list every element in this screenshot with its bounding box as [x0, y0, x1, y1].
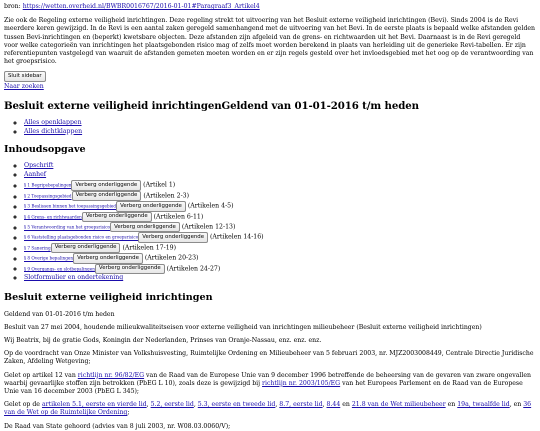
toc-item	[24, 243, 536, 253]
directive-96-82-link[interactable]: richtlijn nr. 96/82/EG	[77, 371, 145, 379]
close-sidebar-button[interactable]: Sluit sidebar	[4, 71, 46, 81]
article-link[interactable]: 8.44	[326, 401, 341, 409]
proposal-text: Op de voordracht van Onze Minister van Volkshuisvesting, Ruimtelijke Ordening en Milieubeheer van 5 februari 2003, nr. MJZ2003008449, Centrale Directie Juridische Zaken, Afdeling Wetgeving;	[4, 350, 534, 366]
hide-children-button[interactable]: Verberg onderliggende	[51, 243, 121, 253]
article-link[interactable]: 21.8 van de Wet milieubeheer	[351, 401, 446, 409]
toc-link-par-9[interactable]: § 9 Overgangs- en slotbepalingen	[24, 266, 95, 272]
toc-article-range: (Artikelen 6-11)	[153, 213, 204, 221]
article-link[interactable]: 19a, twaalfde lid	[457, 401, 510, 409]
toc-link-aanhef[interactable]: Aanhef	[24, 171, 47, 179]
toc-article-range: (Artikelen 17-19)	[122, 244, 176, 252]
text-fragment: van de Raad van de Europese Unie van 9 december 1996 betreffende de beheersing van de gevaren van zware ongevallen waarbij gevaarlijke stoffen zijn betrokken (PbEG L 10), zoals deze is gewijzigd bij	[4, 371, 532, 387]
toc-article-range: (Artikelen 20-23)	[144, 254, 199, 262]
text-fragment: ,	[146, 401, 151, 409]
table-of-contents	[4, 162, 536, 283]
toc-article-range: (Artikel 1)	[143, 182, 176, 190]
toc-link-opschrift[interactable]: Opschrift	[24, 162, 54, 170]
text-fragment: ;	[127, 409, 130, 417]
hide-children-button[interactable]: Verberg onderliggende	[71, 180, 141, 190]
source-link[interactable]: https://wetten.overheid.nl/BWBR0016767/2016-01-01#Paragraaf3_Artikel4	[22, 3, 260, 10]
toc-article-range: (Artikelen 4-5)	[187, 202, 234, 210]
toc-item	[24, 274, 536, 283]
hide-children-button[interactable]: Verberg onderliggende	[110, 222, 180, 232]
council-of-state-text: De Raad van State gehoord (advies van 8 juli 2003, nr. W08.03.0060/V);	[4, 422, 231, 430]
directive-2003-105-link[interactable]: richtlijn nr. 2003/105/EG	[262, 379, 341, 387]
source-prefix: bron:	[4, 3, 21, 10]
text-fragment: en	[445, 401, 458, 409]
text-fragment: ,	[193, 401, 198, 409]
text-fragment: van het Europees Parlement en de Raad van de Europese Unie van 16 december 2003 (PbEG L 345);	[4, 379, 523, 396]
text-fragment: , en	[509, 401, 524, 409]
text-fragment: Gelet op de	[4, 401, 42, 409]
toc-heading: Inhoudsopgave	[4, 143, 86, 155]
hide-children-button[interactable]: Verberg onderliggende	[72, 191, 142, 201]
toc-link-par-6[interactable]: § 6 Vaststelling plaatsgebonden risico en groepsrisico	[24, 235, 139, 241]
toc-item	[24, 232, 536, 242]
text-fragment: ,	[322, 401, 327, 409]
article-link[interactable]: 36 van de Wet op de Ruimtelijke Ordening	[4, 401, 532, 417]
option-item	[24, 119, 536, 127]
toc-link-par-1[interactable]: § 1 Begripsbepalingen	[24, 183, 72, 189]
page-title: Besluit externe veiligheid inrichtingenGeldend van 01-01-2016 t/m heden	[4, 99, 419, 112]
directive-paragraph	[4, 372, 536, 397]
toc-item	[24, 180, 536, 190]
toc-item	[24, 264, 536, 274]
source-line	[4, 3, 536, 11]
toc-link-par-4[interactable]: § 4 Grens- en richtwaarden	[24, 214, 82, 220]
decree-title-text: Besluit van 27 mei 2004, houdende milieukwaliteitseisen voor externe veiligheid van inrichtingen milieubeheer (Besluit externe veiligheid inrichtingen)	[4, 323, 482, 331]
toc-item	[24, 171, 536, 180]
text-fragment: en	[340, 401, 352, 409]
toc-item	[24, 191, 536, 201]
option-item	[24, 128, 536, 136]
hide-children-button[interactable]: Verberg onderliggende	[138, 232, 208, 242]
toc-item	[24, 201, 536, 211]
toc-link-par-8[interactable]: § 8 Overige bepalingen	[24, 255, 74, 261]
royal-preamble-text: Wij Beatrix, bij de gratie Gods, Koningin der Nederlanden, Prinses van Oranje-Nassau, enz. enz. enz.	[4, 337, 322, 345]
toc-link-slotformulier[interactable]: Slotformulier en ondertekening	[24, 274, 124, 282]
intro-paragraph: Zie ook de Regeling externe veiligheid inrichtingen. Deze regeling strekt tot uitvoering van het Besluit externe veiligheid inrichtingen (Bevi). Sinds 2004 is de Revi meerdere keren gewijzigd. In de Revi is een aantal zaken geregeld samenhangend met de uitvoering van het Bevi. In de eerste plaats is bepaald welke afstanden gelden tussen Bevi-inrichtingen en (beperkt) kwetsbare objecten. Deze afstanden zijn afgeleid van de grens- en richtwaarden uit het Bevi. Daarnaast is in de Revi geregeld voor welke categorieën van inrichtingen het plaatsgebonden risico mag of zelfs moet worden berekend in plaats van herleiding uit de generieke Revi-tabellen. Er zijn referentiepunten vastgelegd van waaruit de afstanden gemeten moeten worden en er zijn regels gesteld over het invloedsgebied met het oog op de verantwoording van het groepsrisico.	[4, 17, 536, 66]
text-fragment: Gelet op artikel 12 van	[4, 371, 78, 379]
article-link[interactable]: 8.7, eerste lid	[279, 401, 323, 409]
toc-article-range: (Artikelen 24-27)	[166, 265, 221, 273]
toc-item	[24, 253, 536, 263]
toc-article-range: (Artikelen 12-13)	[181, 223, 236, 231]
article-link[interactable]: 5.2, eerste lid	[150, 401, 194, 409]
toc-link-par-7[interactable]: § 7 Sanering	[24, 245, 51, 251]
toc-item	[24, 222, 536, 232]
hide-children-button[interactable]: Verberg onderliggende	[116, 201, 186, 211]
hide-children-button[interactable]: Verberg onderliggende	[73, 253, 143, 263]
toc-link-par-3[interactable]: § 3 Beslissen binnen het toepassingsgebied	[24, 203, 117, 209]
toc-item	[24, 162, 536, 171]
expand-options	[4, 119, 536, 135]
validity-text: Geldend van 01-01-2016 t/m heden	[4, 310, 115, 318]
articles-paragraph	[4, 401, 536, 417]
toc-link-par-2[interactable]: § 2 Toepassingsgebied	[24, 193, 72, 199]
toc-link-par-5[interactable]: § 5 Verantwoording van het groepsrisico	[24, 224, 111, 230]
hide-children-button[interactable]: Verberg onderliggende	[95, 264, 165, 274]
toc-item	[24, 212, 536, 222]
expand-all-link[interactable]: Alles openklappen	[24, 119, 82, 127]
collapse-all-link[interactable]: Alles dichtklappen	[24, 127, 83, 135]
hide-children-button[interactable]: Verberg onderliggende	[82, 212, 152, 222]
search-link[interactable]: Naar zoeken	[4, 82, 44, 90]
toc-article-range: (Artikelen 14-16)	[210, 234, 264, 242]
article-link[interactable]: artikelen 5.1, eerste en vierde lid	[41, 401, 147, 409]
toc-article-range: (Artikelen 2-3)	[143, 192, 190, 200]
law-heading: Besluit externe veiligheid inrichtingen	[4, 292, 213, 304]
article-link[interactable]: 5.3, eerste en tweede lid	[197, 401, 276, 409]
text-fragment: ,	[275, 401, 280, 409]
